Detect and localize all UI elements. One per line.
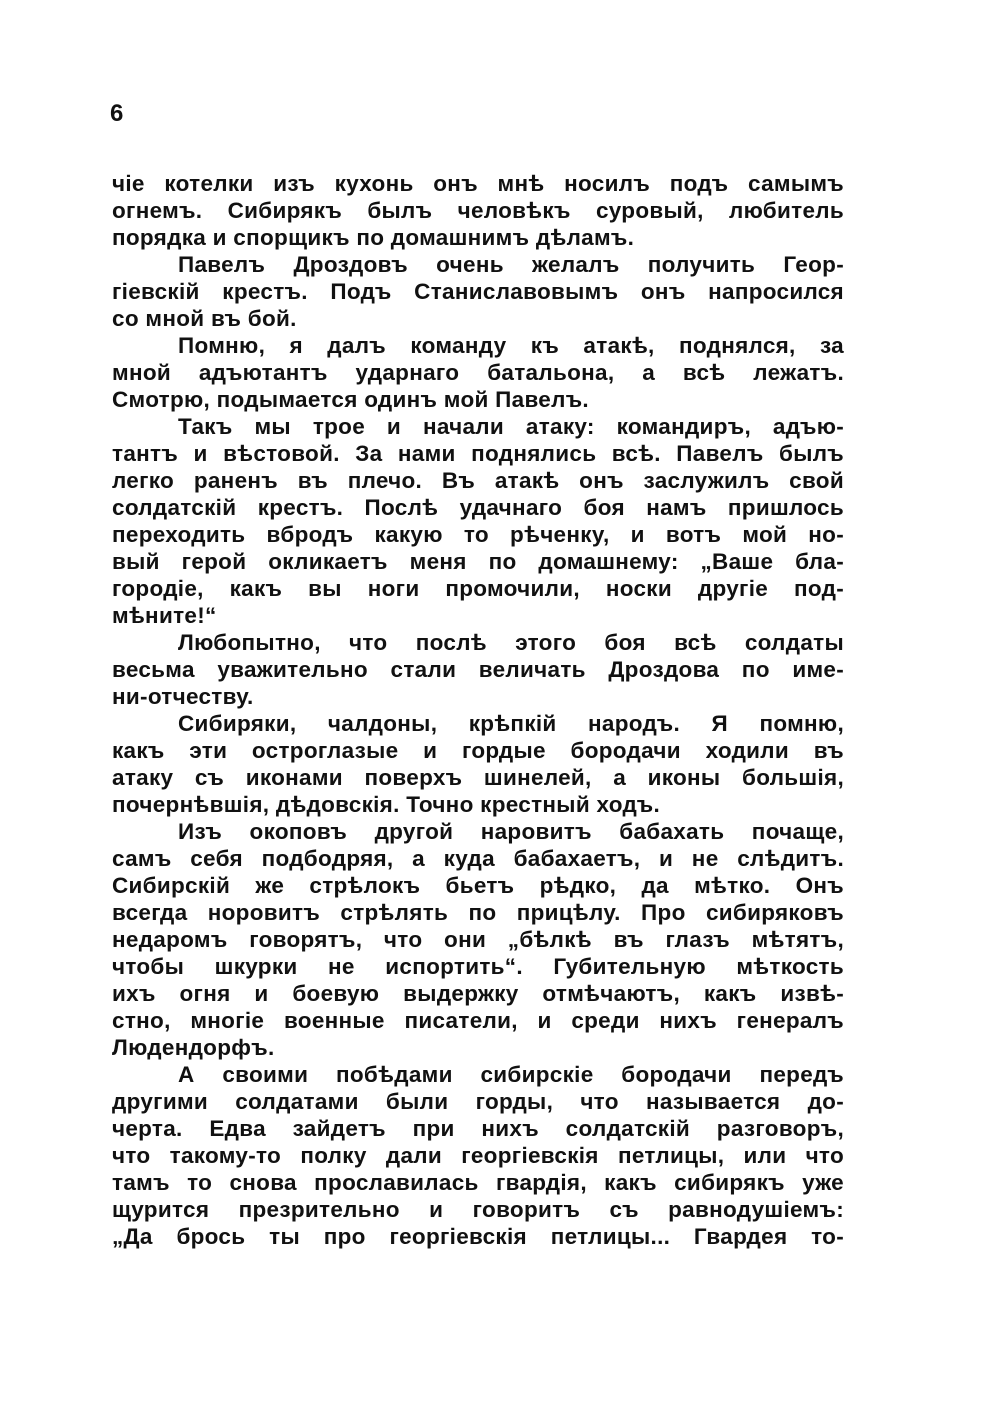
text-line: самъ себя подбодряя, а куда бабахаетъ, и не слѣдитъ. (112, 846, 844, 871)
text-line: весьма уважительно стали величать Дроздова по име- (112, 657, 844, 682)
text-line: тантъ и вѣстовой. За нами поднялись всѣ. Павелъ былъ (112, 441, 844, 466)
text-line: другими солдатами были горды, что называется до- (112, 1089, 844, 1114)
text-line: почернѣвшія, дѣдовскія. Точно крестный ходъ. (112, 792, 661, 817)
text-line: Изъ окоповъ другой наровитъ бабахать почаще, (178, 819, 844, 844)
text-line: черта. Едва зайдетъ при нихъ солдатскій разговоръ, (112, 1116, 844, 1141)
page-number: 6 (110, 100, 124, 127)
text-line: ни-отчеству. (112, 684, 254, 709)
text-line: чтобы шкурки не испортить“. Губительную мѣткость (112, 954, 844, 979)
text-line: „Да брось ты про георгіевскія петлицы... Гвардея то- (112, 1224, 844, 1249)
text-line: Смотрю, подымается одинъ мой Павелъ. (112, 387, 589, 412)
text-line: мной адъютантъ ударнаго батальона, а всѣ лежатъ. (112, 360, 844, 385)
text-line: стно, многіе военные писатели, и среди нихъ генералъ (112, 1008, 844, 1033)
text-line: огнемъ. Сибирякъ былъ человѣкъ суровый, любитель (112, 198, 844, 223)
text-line: мѣните!“ (112, 603, 217, 628)
text-line: переходить вбродъ какую то рѣченку, и вотъ мой но- (112, 522, 844, 547)
text-line: Сибиряки, чалдоны, крѣпкій народъ. Я помню, (178, 711, 844, 736)
text-line: Любопытно, что послѣ этого боя всѣ солдаты (178, 630, 844, 655)
text-line: Такъ мы трое и начали атаку: командиръ, адъю- (178, 414, 844, 439)
text-line: Павелъ Дроздовъ очень желалъ получить Геор- (178, 252, 844, 277)
text-line: А своими побѣдами сибирскіе бородачи передъ (178, 1062, 844, 1087)
text-line: гіевскій крестъ. Подъ Станиславовымъ онъ напросился (112, 279, 844, 304)
text-line: легко раненъ въ плечо. Въ атакѣ онъ заслужилъ свой (112, 468, 844, 493)
text-line: Сибирскій же стрѣлокъ бьетъ рѣдко, да мѣтко. Онъ (112, 873, 844, 898)
text-line: тамъ то снова прославилась гвардія, какъ сибирякъ уже (112, 1170, 844, 1195)
text-line: атаку съ иконами поверхъ шинелей, а иконы большія, (112, 765, 844, 790)
text-line: щурится презрительно и говоритъ съ равнодушіемъ: (112, 1197, 844, 1222)
text-line: чіе котелки изъ кухонь онъ мнѣ носилъ подъ самымъ (112, 171, 844, 196)
text-line: что такому-то полку дали георгіевскія петлицы, или что (112, 1143, 844, 1168)
text-line: недаромъ говорятъ, что они „бѣлкѣ въ глазъ мѣтятъ, (112, 927, 844, 952)
text-line: Людендорфъ. (112, 1035, 275, 1060)
text-line: какъ эти остроглазые и гордые бородачи ходили въ (112, 738, 844, 763)
page-text (112, 170, 844, 1250)
text-line: всегда норовитъ стрѣлять по прицѣлу. Про сибиряковъ (112, 900, 844, 925)
text-line: со мной въ бой. (112, 306, 297, 331)
text-line: Помню, я далъ команду къ атакѣ, поднялся, за (178, 333, 844, 358)
text-line: городіе, какъ вы ноги промочили, носки другіе под- (112, 576, 844, 601)
text-line: порядка и спорщикъ по домашнимъ дѣламъ. (112, 225, 635, 250)
text-line: солдатскій крестъ. Послѣ удачнаго боя намъ пришлось (112, 495, 844, 520)
text-line: ихъ огня и боевую выдержку отмѣчаютъ, какъ извѣ- (112, 981, 844, 1006)
text-line: вый герой окликаетъ меня по домашнему: „Ваше бла- (112, 549, 844, 574)
